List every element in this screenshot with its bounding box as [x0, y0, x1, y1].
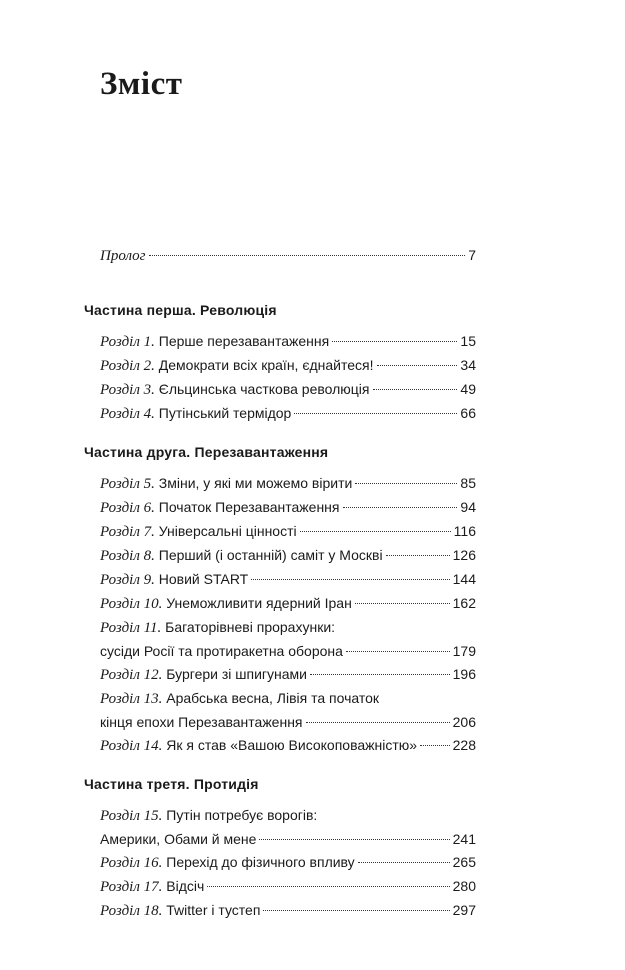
toc-page-number: 49 — [460, 381, 476, 397]
toc-entry-title: Демократи всіх країн, єднайтеся! — [158, 357, 374, 373]
toc-page-number: 241 — [452, 831, 476, 847]
toc-page-number: 7 — [468, 247, 476, 263]
toc-entry-label: Розділ 16. — [100, 855, 163, 871]
toc-entry[interactable] — [100, 687, 476, 734]
toc-page-number: 34 — [460, 357, 476, 373]
dot-leader — [149, 255, 466, 256]
dot-leader — [207, 886, 449, 887]
toc-entry[interactable] — [100, 472, 476, 496]
toc-page-number: 94 — [460, 499, 476, 515]
toc-entry[interactable] — [100, 592, 476, 616]
dot-leader — [373, 389, 458, 390]
toc-page-number: 85 — [460, 475, 476, 491]
toc-entry[interactable] — [100, 663, 476, 687]
toc-entry-title: Відсіч — [166, 878, 205, 894]
toc-entry-title: кінця епохи Перезавантаження — [100, 714, 303, 730]
toc-entry-label: Розділ 7. — [100, 524, 155, 540]
toc-entry-title: Новий START — [158, 571, 249, 587]
dot-leader — [310, 674, 450, 675]
toc-entry-title: Путін потребує ворогів: — [166, 807, 318, 823]
toc-entry-title: Унеможливити ядерний Іран — [166, 595, 352, 611]
toc-entry-title: Арабська весна, Лівія та початок — [166, 690, 380, 706]
part-heading: Частина перша. Революція — [84, 302, 277, 318]
toc-entry-title: Перехід до фізичного впливу — [166, 854, 355, 870]
toc-entry-title: Багаторівневі прорахунки: — [165, 619, 336, 635]
dot-leader — [306, 722, 450, 723]
toc-entry-title: Початок Перезавантаження — [158, 499, 340, 515]
toc-entry-title: Перше перезавантаження — [158, 333, 330, 349]
toc-entry-label: Розділ 9. — [100, 572, 155, 588]
toc-entry-title: Зміни, у які ми можемо вірити — [158, 475, 353, 491]
toc-entry[interactable] — [100, 402, 476, 426]
toc-entry-title: Єльцинська часткова революція — [158, 381, 370, 397]
toc-entry[interactable] — [100, 899, 476, 923]
toc-entry-label: Розділ 3. — [100, 382, 155, 398]
toc-page-number: 179 — [452, 643, 476, 659]
toc-entry-label: Розділ 12. — [100, 667, 163, 683]
toc-entry-label: Розділ 14. — [100, 738, 163, 754]
dot-leader — [355, 483, 457, 484]
toc-page-number: 66 — [460, 405, 476, 421]
toc-entry-label: Розділ 8. — [100, 548, 155, 564]
toc-entry-label: Розділ 10. — [100, 596, 163, 612]
toc-entry-title: Перший (і останній) саміт у Москві — [158, 547, 383, 563]
toc-entry[interactable] — [100, 616, 476, 663]
dot-leader — [332, 341, 457, 342]
dot-leader — [263, 910, 449, 911]
toc-entry-label: Розділ 11. — [100, 620, 162, 636]
toc-entry[interactable] — [100, 875, 476, 899]
toc-entry[interactable] — [100, 354, 476, 378]
toc-entry-label: Розділ 2. — [100, 358, 155, 374]
toc-entry-title: Twitter і тустеп — [166, 902, 261, 918]
toc-entry-label: Розділ 4. — [100, 406, 155, 422]
toc-page-number: 228 — [452, 737, 476, 753]
dot-leader — [294, 413, 457, 414]
dot-leader — [420, 745, 450, 746]
toc-entry[interactable] — [100, 851, 476, 875]
toc-entry-title: Бургери зі шпигунами — [166, 666, 307, 682]
toc-entry-title: Путінський термідор — [158, 405, 292, 421]
toc-entry[interactable] — [100, 378, 476, 402]
dot-leader — [386, 555, 450, 556]
toc-page-number: 162 — [452, 595, 476, 611]
dot-leader — [259, 839, 449, 840]
toc-page-number: 280 — [452, 878, 476, 894]
toc-page-number: 206 — [452, 714, 476, 730]
toc-entry[interactable] — [100, 520, 476, 544]
dot-leader — [377, 365, 458, 366]
toc-entry-label: Розділ 15. — [100, 808, 163, 824]
toc-entry-label: Розділ 13. — [100, 691, 163, 707]
toc-entry[interactable] — [100, 330, 476, 354]
toc-entry-label: Розділ 18. — [100, 903, 163, 919]
toc-entry-label: Розділ 5. — [100, 476, 155, 492]
toc-page-number: 196 — [452, 666, 476, 682]
toc-entry-label: Пролог — [100, 248, 146, 264]
toc-page-number: 15 — [460, 333, 476, 349]
toc-page-number: 126 — [452, 547, 476, 563]
part-heading: Частина третя. Протидія — [84, 776, 259, 792]
toc-page-number: 116 — [453, 523, 476, 539]
toc-entry-title: Як я став «Вашою Високоповажністю» — [166, 737, 418, 753]
toc-entry-label: Розділ 1. — [100, 334, 155, 350]
toc-entry-label: Розділ 6. — [100, 500, 155, 516]
toc-entry-title: Америки, Обами й мене — [100, 831, 257, 847]
dot-leader — [251, 579, 449, 580]
table-of-contents — [84, 244, 476, 923]
toc-entry-title: Універсальні цінності — [158, 523, 297, 539]
toc-entry-label: Розділ 17. — [100, 879, 163, 895]
dot-leader — [343, 507, 458, 508]
toc-page-number: 265 — [452, 854, 476, 870]
toc-page-number: 297 — [452, 902, 476, 918]
toc-entry-title: сусіди Росії та протиракетна оборона — [100, 643, 343, 659]
dot-leader — [300, 531, 451, 532]
toc-entry[interactable] — [100, 544, 476, 568]
toc-entry[interactable] — [100, 568, 476, 592]
page-title: Зміст — [100, 66, 183, 102]
toc-entry[interactable] — [100, 804, 476, 851]
toc-entry[interactable] — [100, 496, 476, 520]
toc-entry[interactable] — [100, 734, 476, 758]
dot-leader — [346, 651, 450, 652]
dot-leader — [355, 603, 450, 604]
toc-entry-prologue[interactable] — [100, 244, 476, 268]
toc-page-number: 144 — [452, 571, 476, 587]
dot-leader — [358, 862, 450, 863]
part-heading: Частина друга. Перезавантаження — [84, 444, 329, 460]
